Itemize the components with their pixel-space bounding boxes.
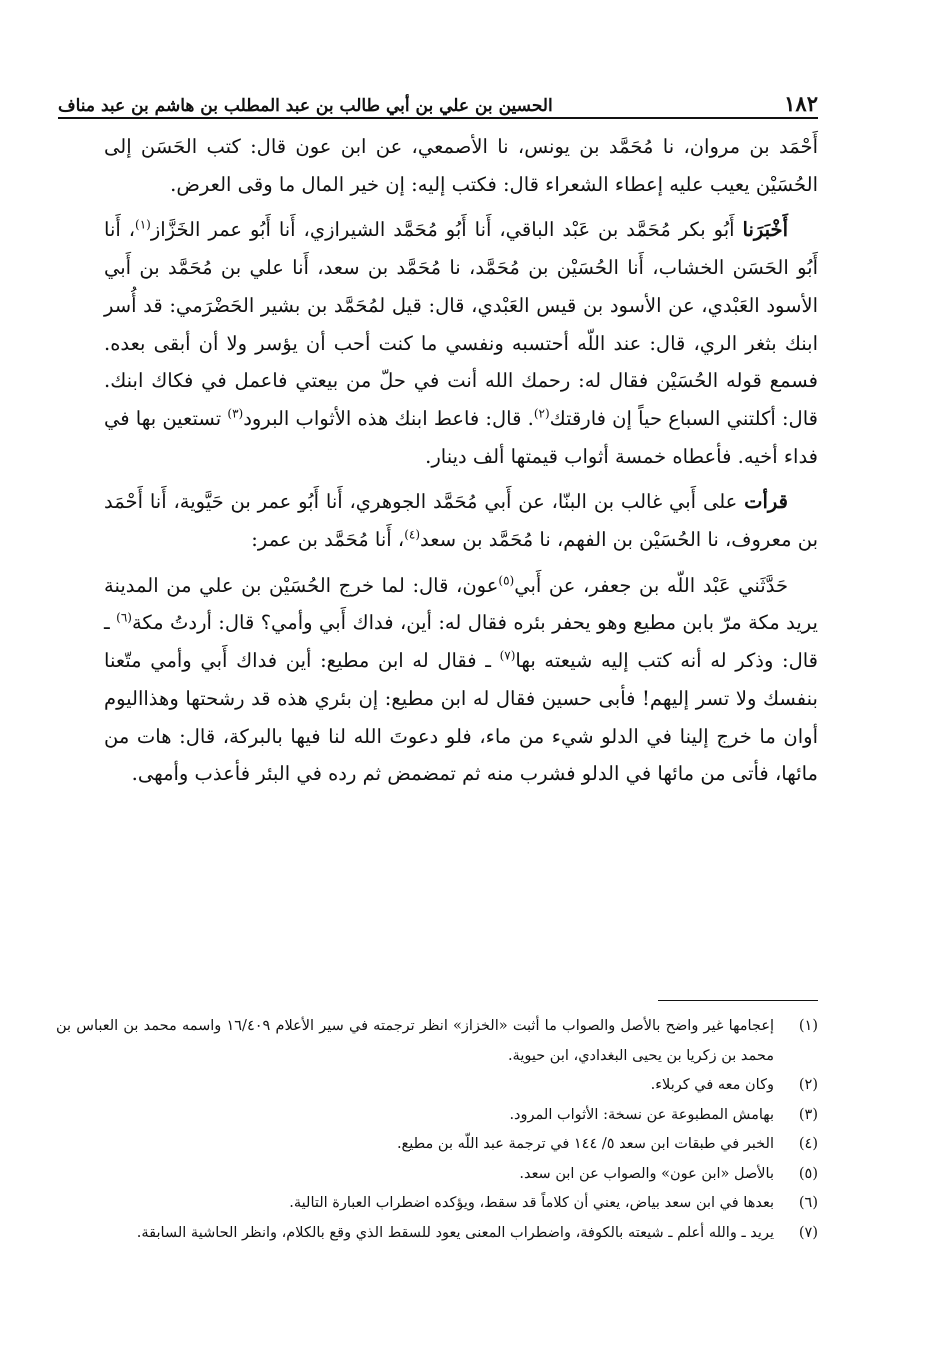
footnote-marker: (٥) [498,573,515,588]
paragraph-lead-word: أَخْبَرَنا [742,218,788,242]
footnote [56,1160,818,1190]
text-segment: . قال: فاعط ابنك هذه الأثواب البرود [243,406,534,430]
footnote-marker: (٧) [499,648,516,663]
footnote-text: بهامش المطبوعة عن نسخة: الأثواب المرود. [509,1106,774,1123]
footnote-marker: (٤) [404,527,421,542]
footnote [56,1012,818,1071]
text-segment: ـ فقال له ابن مطيع: أين فداك أَبي وأمي متّعنا بنفسك ولا تسر إليهم! فأبى حسين فقال له ابن مطيع: إن بئري هذه قد رشحتها وهذااليوم أوان ما خرج إلينا في الدلو شيء من ماء، فلو دعوتَ الله لنا فيها بالبركة، قال: هات من مائها، فأتى من مائها في الدلو فشرب منه ثم تمضمض ثم رده في البئر فأعذب وأمهى. [104,649,818,786]
paragraph [104,567,818,793]
text-segment: عون، قال: لما خرج الحُسَيْن بن علي من المدينة يريد مكة مرّ بابن مطيع وهو يحفر بئره فقال له: أين، فداك أَبي وأمي؟ قال: أردتُ مكة [104,573,818,635]
footnote-marker: (٣) [227,406,244,421]
page-header [58,86,818,116]
footnote-marker: (٦) [116,610,132,625]
text-segment: أَحْمَد بن مروان، نا مُحَمَّد بن يونس، نا الأصمعي، عن ابن عون قال: كتب الحَسَن إلى الحُسَيْن يعيب عليه إعطاء الشعراء قال: فكتب إليه: إن خير المال ما وقى العرض. [104,135,818,196]
footnote-text: بالأصل «ابن عون» والصواب عن ابن سعد. [519,1165,774,1182]
footnote-marker: (١) [135,217,151,232]
running-title: الحسين بن علي بن أبي طالب بن عبد المطلب بن هاشم بن عبد مناف [58,96,553,116]
footnote-text: بعدها في ابن سعد بياض، يعني أن كلاماً قد سقط، ويؤكده اضطراب العبارة التالية. [289,1195,774,1211]
footnote-text: الخبر في طبقات ابن سعد ٥/ ١٤٤ في ترجمة عبد اللّه بن مطيع. [396,1136,774,1152]
paragraph [104,483,818,558]
paragraph [104,211,818,475]
text-segment: ـ قال: وذكر له أنه كتب إليه شيعته بها [104,611,819,673]
footnote-number: (٥) [798,1165,818,1182]
footnote-number: (١) [798,1018,818,1034]
footnote [56,1101,818,1131]
paragraph-lead-word: قرأت [744,490,788,514]
paragraph [104,128,818,203]
footnote-number: (٢) [798,1077,818,1093]
footnote [56,1130,818,1160]
footnote-text: وكان معه في كربلاء. [650,1077,774,1093]
footnote [56,1071,818,1101]
header-rule [58,117,818,119]
footnote-text: يريد ـ والله أعلم ـ شيعته بالكوفة، واضطراب المعنى يعود للسقط الذي وقع بالكلام، وانظر الحاشية السابقة. [136,1224,774,1241]
text-segment: حَدَّثَني عَبْد اللّه بن جعفر، عن أَبي [514,573,788,597]
text-segment: تستعين بها في فداء أخيه. فأعطاه خمسة أثواب قيمتها ألف دينار. [104,406,818,468]
footnote-marker: (٢) [533,406,550,421]
footnotes [56,1012,818,1248]
footnote-number: (٦) [798,1195,818,1211]
text-segment: أَبُو بكر مُحَمَّد بن عَبْد الباقي، أَنا أَبُو مُحَمَّد الشيرازي، أَنا أَبُو عمر الخَزَّاز [150,218,743,242]
footnote-number: (٣) [798,1106,818,1123]
footnote-text: إعجامها غير واضح بالأصل والصواب ما أثبت «الخزاز» انظر ترجمته في سير الأعلام ١٦/٤٠٩ واسمه محمد بن العباس بن محمد بن زكريا بن يحيى البغدادي، ابن حيوية. [56,1018,774,1064]
footnote [56,1219,818,1249]
text-segment: ، أَنا مُحَمَّد بن عمر: [251,528,405,552]
text-segment: ، أَنا أَبُو الحَسَن الخشاب، أَنا الحُسَيْن بن مُحَمَّد، نا مُحَمَّد بن سعد، أَنا علي بن مُحَمَّد بن أَبي الأسود العَبْدي، عن الأسود بن قيس العَبْدي، قال: قيل لمُحَمَّد بن بشير الحَضْرَمي: قد أُسر ابنك بثغر الري، قال: عند اللّه أحتسبه ونفسي ما كنت أحب أن يؤسر ولا أن أبقى بعده. فسمع قوله الحُسَيْن فقال له: رحمك الله أنت في حلّ من بيعتي فاعمل في فكاك ابنك. قال: أكلتني السباع حياً إن فارقتك [104,218,818,430]
main-text [104,128,818,801]
footnote-separator [658,1000,818,1001]
footnote-number: (٤) [798,1136,818,1152]
page-number: ١٨٢ [784,91,818,116]
footnote [56,1189,818,1219]
footnote-number: (٧) [798,1224,818,1241]
text-segment: على أَبي غالب بن البنّا، عن أَبي مُحَمَّد الجوهري، أَنا أَبُو عمر بن حَيَّوية، أَنا أَحْمَد بن معروف، نا الحُسَيْن بن الفهم، نا مُحَمَّد بن سعد [104,490,818,552]
